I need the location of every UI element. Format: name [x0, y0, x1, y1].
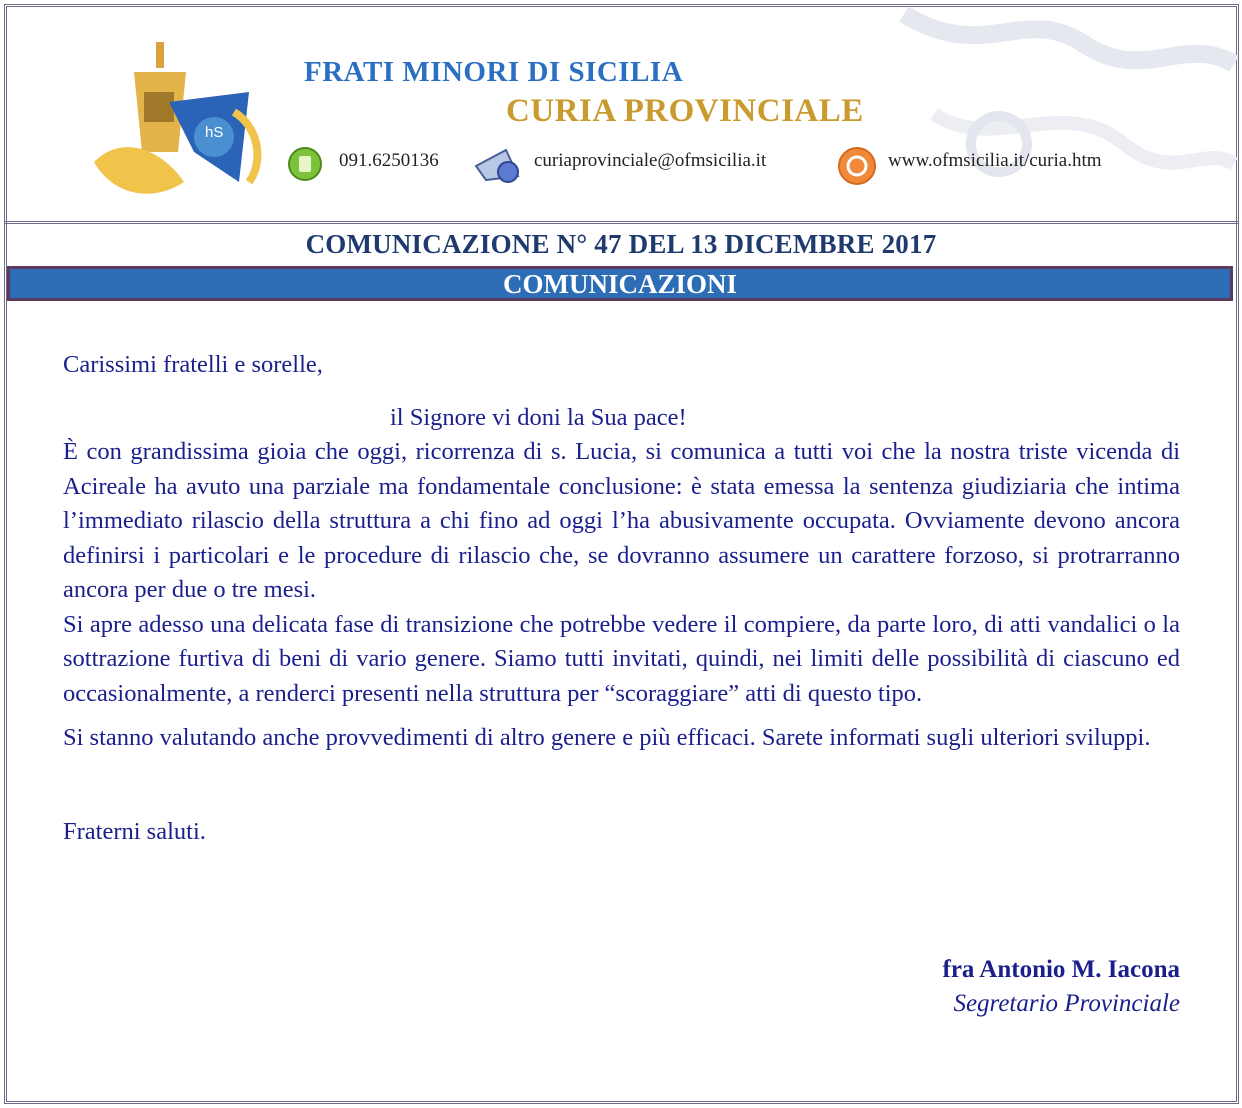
section-band: [7, 266, 1233, 301]
blessing: il Signore vi doni la Sua pace!: [390, 403, 687, 431]
office-name: CURIA PROVINCIALE: [506, 93, 864, 129]
section-title: COMUNICAZIONI: [502, 269, 737, 299]
signer-name: fra Antonio M. Iacona: [942, 956, 1180, 983]
email-icon: [472, 146, 524, 186]
letter-body: [63, 348, 1180, 850]
website-url[interactable]: www.ofmsicilia.it/curia.htm: [888, 150, 1102, 171]
letterhead: [4, 4, 1238, 221]
signer-role: Segretario Provinciale: [953, 990, 1180, 1017]
communication-title-band: [4, 221, 1238, 268]
paragraph-2: Si apre adesso una delicata fase di transizione che potrebbe vedere il compiere, da parte loro, di atti vandalici o la sottrazione furtiva di beni di vario genere. Siamo tutti invitati, quindi, nei limiti delle possibilità di ciascuno ed occasionalmente, a renderci presenti nella struttura per “scoraggiare” atti di questo tipo.: [63, 610, 1180, 707]
org-name: FRATI MINORI DI SICILIA: [304, 56, 684, 88]
phone-number[interactable]: 091.6250136: [339, 150, 439, 171]
paragraph-1: È con grandissima gioia che oggi, ricorrenza di s. Lucia, si comunica a tutti voi che la nostra triste vicenda di Acireale ha avuto una parziale ma fondamentale conclusione: è stata emessa la sentenza giudiziaria che intima l’immediato rilascio della struttura a chi fino ad oggi l’ha abusivamente occupata. Ovviamente devono ancora definirsi i particolari e le procedure di rilascio che, se dovranno assumere un carattere forzoso, si protrarranno ancora per due o tre mesi.: [63, 438, 1180, 603]
communication-title: COMUNICAZIONE N° 47 DEL 13 DICEMBRE 2017: [305, 229, 937, 259]
closing: Fraterni saluti.: [63, 818, 206, 845]
signature-block: [943, 953, 1181, 1021]
logo-monogram: hS: [205, 124, 224, 141]
web-icon: [835, 146, 879, 186]
email-address[interactable]: curiaprovinciale@ofmsicilia.it: [534, 150, 767, 171]
salutation: Carissimi fratelli e sorelle,: [63, 351, 323, 378]
paragraph-3: Si stanno valutando anche provvedimenti di altro genere e più efficaci. Sarete informati sugli ulteriori sviluppi.: [63, 724, 1151, 751]
phone-icon: [287, 146, 323, 182]
order-logo: [74, 32, 294, 221]
